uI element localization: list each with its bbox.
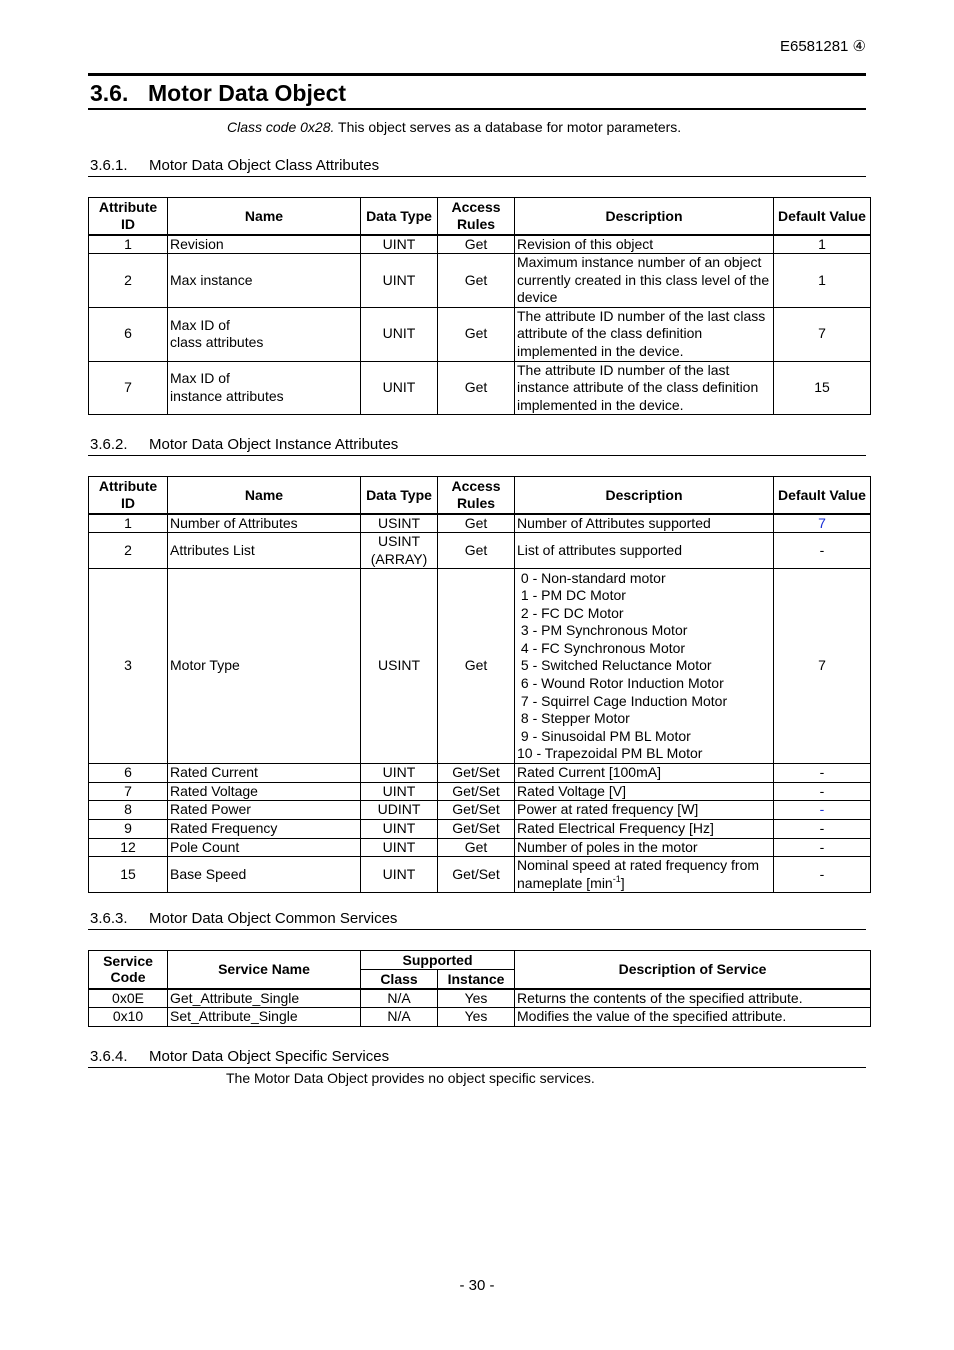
cell-default: 1 [774,254,871,308]
table-header-row [89,477,871,514]
page-number: - 30 - [459,1277,495,1294]
header-name: Name [168,198,361,235]
cell-id: 12 [89,838,168,857]
table-header-row [89,951,871,970]
table-row [89,820,871,839]
subsection-title: Motor Data Object Instance Attributes [149,436,399,453]
table-row [89,254,871,308]
cell-name: Number of Attributes [168,514,361,533]
list-item: 6 - Wound Rotor Induction Motor [517,675,724,692]
cell-instance: Yes [438,989,515,1008]
cell-description: List of attributes supported [515,533,774,569]
cell-service-code: 0x0E [89,989,168,1008]
list-item: 3 - PM Synchronous Motor [517,622,688,639]
subsection-rule [88,455,866,456]
cell-default: 15 [774,361,871,415]
cell-id: 8 [89,801,168,820]
name-line-1: Max ID of [170,316,230,333]
list-item: 5 - Switched Reluctance Motor [517,657,712,674]
cell-access: Get/Set [438,820,515,839]
subsection-heading-instance-attributes [90,436,398,453]
cell-name [168,361,361,415]
cell-type: UINT [361,838,438,857]
cell-default: - [774,782,871,801]
header-default-value: Default Value [774,477,871,514]
header-attribute-id: Attribute ID [89,198,168,235]
cell-id: 7 [89,782,168,801]
cell-access: Get/Set [438,857,515,893]
cell-description: Rated Current [100mA] [515,764,774,783]
cell-name: Rated Frequency [168,820,361,839]
cell-instance: Yes [438,1008,515,1027]
cell-type: UINT [361,820,438,839]
cell-description: Number of poles in the motor [515,838,774,857]
instance-attributes-table [88,476,871,893]
table-row [89,782,871,801]
cell-id: 6 [89,307,168,361]
cell-default: - [774,838,871,857]
header-class: Class [361,970,438,989]
table-row [89,1008,871,1027]
cell-access: Get [438,235,515,254]
subsection-heading-specific-services [90,1048,389,1065]
cell-description: The attribute ID number of the last class attribute of the class definition implemented in the device. [515,307,774,361]
header-data-type: Data Type [361,198,438,235]
table-row [89,514,871,533]
desc-line-2 [517,875,771,893]
document-code: E6581281 ④ [779,38,866,55]
cell-description: Returns the contents of the specified attribute. [515,989,871,1008]
desc-text-end: ] [620,874,625,891]
subsection-rule [88,929,866,930]
cell-access: Get [438,361,515,415]
cell-description: Maximum instance number of an object currently created in this class level of the device [515,254,774,308]
name-line-2: class attributes [170,334,264,351]
cell-class: N/A [361,989,438,1008]
cell-type: UDINT [361,801,438,820]
cell-class: N/A [361,1008,438,1027]
cell-name: Pole Count [168,838,361,857]
table-row [89,989,871,1008]
subsection-rule [88,1067,866,1068]
desc-superscript: -1 [612,873,621,884]
cell-access: Get [438,307,515,361]
table-row [89,838,871,857]
header-instance: Instance [438,970,515,989]
table-row [89,235,871,254]
cell-description: Number of Attributes supported [515,514,774,533]
cell-id: 2 [89,533,168,569]
cell-access: Get/Set [438,764,515,783]
section-number: 3.6. [90,80,129,106]
cell-name [168,307,361,361]
cell-type: USINT [361,514,438,533]
cell-default: 7 [774,569,871,764]
cell-description: Revision of this object [515,235,774,254]
section-title: Motor Data Object [148,80,347,106]
list-item: 10 - Trapezoidal PM BL Motor [517,745,703,762]
subsection-number: 3.6.1. [90,157,128,174]
cell-name: Motor Type [168,569,361,764]
cell-description: Power at rated frequency [W] [515,801,774,820]
cell-access: Get [438,254,515,308]
cell-type: UINT [361,254,438,308]
cell-name: Max instance [168,254,361,308]
cell-name: Attributes List [168,533,361,569]
cell-default: - [774,857,871,893]
cell-access: Get [438,569,515,764]
cell-type: UINT [361,235,438,254]
cell-id: 9 [89,820,168,839]
list-item: 9 - Sinusoidal PM BL Motor [517,727,691,744]
cell-service-code: 0x10 [89,1008,168,1027]
cell-access: Get [438,533,515,569]
cell-id: 6 [89,764,168,783]
list-item: 4 - FC Synchronous Motor [517,639,686,656]
title-rule-top [88,73,866,76]
cell-type: UINT [361,764,438,783]
subsection-heading-class-attributes [90,157,379,174]
title-rule-bottom [88,108,866,110]
header-attribute-id: Attribute ID [89,477,168,514]
name-line-2: instance attributes [170,388,284,405]
list-item: 8 - Stepper Motor [517,710,630,727]
section-heading [90,80,346,107]
table-row [89,307,871,361]
cell-type: UINT [361,782,438,801]
table-row [89,764,871,783]
header-service-code: Service Code [89,951,168,989]
cell-default: - [774,533,871,569]
cell-access: Get [438,514,515,533]
cell-type: UINT [361,857,438,893]
subsection-heading-common-services [90,910,397,927]
cell-id: 3 [89,569,168,764]
specific-services-note: The Motor Data Object provides no object specific services. [226,1070,595,1086]
type-line-2: (ARRAY) [370,550,428,567]
name-line-1: Max ID of [170,370,230,387]
header-supported: Supported [361,951,515,970]
subsection-title: Motor Data Object Common Services [149,910,398,927]
table-row [89,801,871,820]
cell-service-name: Set_Attribute_Single [168,1008,361,1027]
cell-description: Modifies the value of the specified attribute. [515,1008,871,1027]
header-description: Description [515,477,774,514]
cell-name: Rated Voltage [168,782,361,801]
motor-type-list [517,570,771,764]
cell-default: 7 [774,514,871,533]
subsection-number: 3.6.4. [90,1048,128,1065]
table-row [89,857,871,893]
table-header-row [89,198,871,235]
cell-id: 2 [89,254,168,308]
subsection-title: Motor Data Object Specific Services [149,1048,390,1065]
cell-access: Get/Set [438,801,515,820]
class-code: Class code 0x28. [227,119,335,135]
cell-name: Rated Power [168,801,361,820]
header-name: Name [168,477,361,514]
header-default-value: Default Value [774,198,871,235]
cell-name: Rated Current [168,764,361,783]
header-service-name: Service Name [168,951,361,989]
list-item: 0 - Non-standard motor [517,569,666,586]
cell-type: USINT [361,569,438,764]
cell-type: UNIT [361,307,438,361]
subsection-rule [88,176,866,177]
cell-type: UNIT [361,361,438,415]
cell-type [361,533,438,569]
desc-text: nameplate [min [517,874,613,891]
cell-description: The attribute ID number of the last instance attribute of the class definition implemented in the device. [515,361,774,415]
cell-name: Revision [168,235,361,254]
header-description-of-service: Description of Service [515,951,871,989]
class-attributes-table [88,197,871,415]
header-access-rules: Access Rules [438,198,515,235]
subsection-number: 3.6.3. [90,910,128,927]
cell-default: 7 [774,307,871,361]
cell-service-name: Get_Attribute_Single [168,989,361,1008]
cell-access: Get [438,838,515,857]
type-line-1: USINT [378,533,420,550]
table-row [89,569,871,764]
common-services-table [88,950,871,1027]
desc-line-1: Nominal speed at rated frequency from [517,857,760,874]
cell-default: - [774,801,871,820]
subsection-number: 3.6.2. [90,436,128,453]
section-intro [227,119,681,135]
cell-access: Get/Set [438,782,515,801]
cell-default: 1 [774,235,871,254]
cell-description: Rated Voltage [V] [515,782,774,801]
cell-id: 1 [89,235,168,254]
header-description: Description [515,198,774,235]
table-row [89,533,871,569]
list-item: 1 - PM DC Motor [517,587,626,604]
list-item: 2 - FC DC Motor [517,604,624,621]
cell-id: 7 [89,361,168,415]
list-item: 7 - Squirrel Cage Induction Motor [517,692,728,709]
cell-default: - [774,764,871,783]
table-row [89,361,871,415]
subsection-title: Motor Data Object Class Attributes [149,157,380,174]
cell-default: - [774,820,871,839]
cell-name: Base Speed [168,857,361,893]
cell-id: 1 [89,514,168,533]
header-access-rules: Access Rules [438,477,515,514]
intro-text: This object serves as a database for motor parameters. [334,119,682,135]
cell-description [515,569,774,764]
cell-description [515,857,774,893]
cell-description: Rated Electrical Frequency [Hz] [515,820,774,839]
cell-id: 15 [89,857,168,893]
header-data-type: Data Type [361,477,438,514]
